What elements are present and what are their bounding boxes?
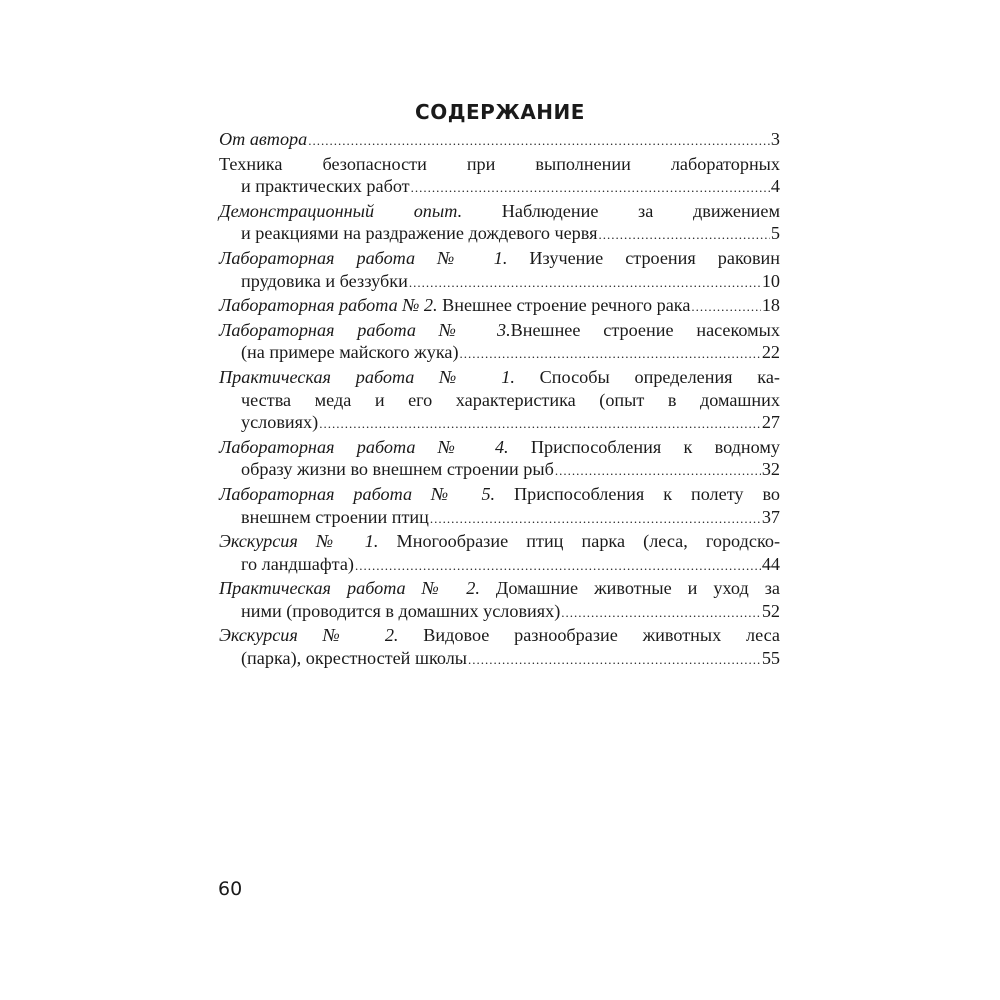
toc-entry-italic: От автора	[219, 129, 308, 149]
toc-entry-line	[219, 506, 780, 531]
toc-entry-first-line	[219, 436, 780, 459]
toc-entry-last-text: и практических работ	[241, 176, 410, 197]
toc-entry-line	[219, 647, 780, 672]
toc-entry	[219, 577, 780, 624]
toc-entry-last-text: внешнем строении птиц	[241, 506, 429, 527]
toc-entry-last-text: (на примере майского жука)	[241, 342, 459, 363]
toc-leader-dots	[319, 411, 761, 436]
toc-entry-italic: Лабораторная работа № 5.	[219, 483, 496, 504]
toc-entry-italic: Лабораторная работа № 3.	[219, 319, 511, 340]
toc-entry-text: Наблюдение за движением	[462, 200, 780, 221]
toc-entry-first-line	[219, 366, 780, 389]
page-number: 60	[218, 878, 243, 900]
toc-entry-italic: Практическая работа № 1.	[219, 366, 515, 387]
toc-leader-dots	[468, 647, 761, 672]
toc-entry-italic: Экскурсия № 2.	[219, 625, 399, 646]
table-of-contents	[219, 128, 780, 672]
toc-entry-line	[219, 458, 780, 483]
toc-entry-italic: Лабораторная работа № 2.	[219, 295, 438, 316]
toc-entry-line	[219, 411, 780, 436]
toc-entry-line	[219, 553, 780, 578]
toc-leader-dots	[308, 128, 770, 153]
toc-entry-last-text: го ландшафта)	[241, 553, 354, 574]
toc-entry-text: Многообразие птиц парка (леса, городско-	[378, 531, 781, 552]
toc-entry-text: Изучение строения раковин	[507, 247, 780, 268]
toc-entry-first-line	[219, 200, 780, 223]
toc-entry	[219, 366, 780, 436]
toc-entry-text: Внешнее строение речного рака	[437, 295, 691, 316]
toc-entry-line	[219, 128, 780, 153]
toc-entry-first-line	[219, 624, 780, 647]
toc-leader-dots	[599, 222, 770, 247]
toc-leader-dots	[409, 270, 761, 295]
toc-entry-first-line	[219, 153, 780, 176]
toc-leader-dots	[355, 553, 761, 578]
toc-page-number: 3	[770, 129, 780, 149]
toc-page-number: 10	[761, 270, 780, 291]
toc-entry	[219, 153, 780, 200]
toc-entry-text: Приспособления к водному	[508, 436, 781, 457]
toc-entry-italic: Демонстрационный опыт.	[219, 200, 463, 221]
toc-page-number: 32	[761, 459, 780, 480]
toc-page-number: 18	[761, 295, 780, 316]
toc-page-number: 22	[761, 342, 780, 363]
toc-entry-first-line	[219, 483, 780, 506]
toc-entry-text: Видовое разнообразие животных леса	[398, 625, 780, 646]
toc-entry-last-text: образу жизни во внешнем строении рыб	[241, 459, 554, 480]
toc-entry-first-line	[219, 247, 780, 270]
toc-entry-last-text: ними (проводится в домашних условиях)	[241, 600, 561, 621]
toc-entry-text: Техника безопасности при выполнении лабораторных	[219, 153, 780, 174]
toc-entry	[219, 530, 780, 577]
toc-entry-line	[219, 600, 780, 625]
toc-entry-text: Приспособления к полету во	[495, 483, 780, 504]
toc-entry	[219, 128, 780, 153]
toc-title: СОДЕРЖАНИЕ	[415, 100, 585, 124]
toc-entry-line	[219, 175, 780, 200]
toc-entry-last-text: и реакциями на раздражение дождевого червя	[241, 223, 598, 244]
toc-entry-first-line	[219, 530, 780, 553]
toc-leader-dots	[430, 506, 761, 531]
toc-page-number: 27	[761, 412, 780, 433]
toc-entry	[219, 624, 780, 671]
toc-entry	[219, 200, 780, 247]
toc-entry-line	[219, 341, 780, 366]
toc-leader-dots	[411, 175, 770, 200]
toc-entry	[219, 483, 780, 530]
toc-entry	[219, 294, 780, 319]
toc-entry-italic: Лабораторная работа № 4.	[219, 436, 509, 457]
toc-page-number: 55	[761, 648, 780, 669]
toc-entry-text: Способы определения ка-	[514, 366, 780, 387]
toc-entry-text: Домашние животные и уход за	[479, 578, 780, 599]
toc-entry-line	[219, 222, 780, 247]
toc-entry	[219, 436, 780, 483]
toc-entry-line	[219, 270, 780, 295]
toc-entry-last-text: (парка), окрестностей школы	[241, 648, 468, 669]
toc-entry-italic: Лабораторная работа № 1.	[219, 247, 508, 268]
toc-entry	[219, 319, 780, 366]
toc-leader-dots	[460, 341, 761, 366]
toc-page-number: 44	[761, 553, 780, 574]
toc-entry-line	[219, 294, 780, 319]
toc-entry-first-line	[219, 319, 780, 342]
toc-entry-last-text: прудовика и беззубки	[241, 270, 408, 291]
toc-entry-italic: Практическая работа № 2.	[219, 578, 480, 599]
toc-entry-text: Внешнее строение насекомых	[510, 319, 780, 340]
toc-entry-last-text: условиях)	[241, 412, 319, 433]
toc-page-number: 52	[761, 600, 780, 621]
toc-entry-italic: Экскурсия № 1.	[219, 531, 379, 552]
toc-leader-dots	[561, 600, 761, 625]
toc-entry	[219, 247, 780, 294]
toc-entry-first-line	[219, 577, 780, 600]
toc-leader-dots	[691, 294, 760, 319]
toc-entry-middle-line: чества меда и его характеристика (опыт в домашних	[241, 389, 780, 410]
toc-page-number: 4	[770, 176, 780, 197]
toc-leader-dots	[555, 458, 761, 483]
toc-page-number: 5	[770, 223, 780, 244]
toc-page-number: 37	[761, 506, 780, 527]
